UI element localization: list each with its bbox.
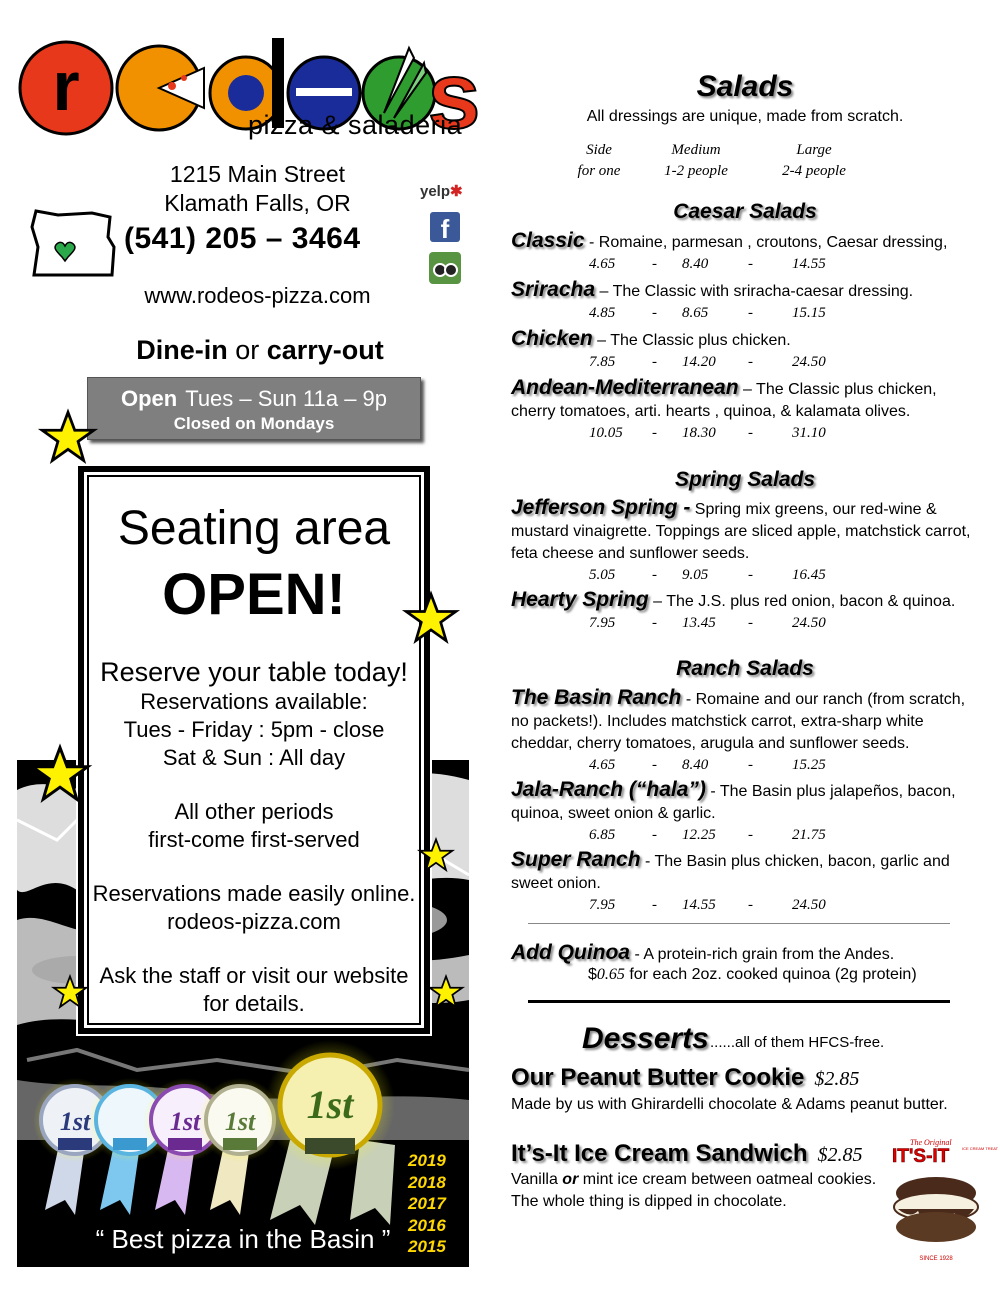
price-side: 4.65 — [589, 757, 616, 773]
category-ranch: Ranch Salads — [676, 657, 814, 680]
carry-out-label: carry-out — [266, 335, 384, 365]
svg-text:1st: 1st — [59, 1107, 91, 1136]
seating-notice — [78, 466, 430, 1034]
price-large: 24.50 — [792, 615, 826, 631]
oregon-state-icon — [30, 207, 118, 279]
item-prices: 10.05 - 18.30 - 31.10 — [589, 425, 826, 441]
address-street: 1215 Main Street — [169, 161, 346, 187]
service-options — [80, 335, 440, 366]
item-prices: 4.65 - 8.40 - 14.55 — [589, 256, 826, 272]
size-medium — [652, 140, 740, 182]
addon-price-line: $0.65 for each 2oz. cooked quinoa (2g protein) — [588, 966, 917, 983]
item-name: Classic — [511, 229, 585, 252]
item-name: The Basin Ranch — [511, 686, 682, 709]
price-side: 7.85 — [589, 354, 616, 370]
award-year: 2016 — [408, 1215, 446, 1235]
open-hours: Tues – Sun 11a – 9p — [185, 386, 388, 411]
item-desc: The Basin plus chicken, bacon, garlic and sweet onion. — [511, 853, 950, 892]
online-link[interactable]: rodeos-pizza.com — [167, 909, 341, 934]
addon-desc: - A protein-rich grain from the Andes. — [630, 946, 895, 963]
item-prices: 7.95 - 14.55 - 24.50 — [589, 897, 826, 913]
star-icon — [40, 410, 96, 464]
item-name: Jefferson Spring - — [511, 496, 691, 519]
dessert-name: Our Peanut Butter Cookie — [511, 1064, 805, 1091]
yelp-icon[interactable]: yelp✱ — [420, 183, 463, 200]
details-line: Ask the staff or visit our website — [99, 963, 409, 988]
reservation-line: Reservations available: — [140, 689, 368, 714]
price-side: 6.85 — [589, 827, 616, 843]
size-name: Medium — [671, 142, 721, 158]
desserts-note: ......all of them HFCS-free. — [710, 1034, 885, 1051]
price-side: 4.85 — [589, 305, 616, 321]
award-year: 2019 — [408, 1151, 446, 1170]
price-medium: 12.25 — [682, 827, 716, 843]
item-prices: 6.85 - 12.25 - 21.75 — [589, 827, 826, 843]
item-desc: The Classic with sriracha-caesar dressing. — [612, 283, 914, 300]
hours-box — [87, 377, 421, 440]
price-large: 31.10 — [792, 425, 826, 441]
item-desc: Spring mix greens, our red-wine & mustard vinaigrette. Toppings are sliced apple, matchstick carrot, feta cheese and sunflower seeds. — [511, 501, 971, 562]
price-large: 24.50 — [792, 354, 826, 370]
svg-text:1st: 1st — [224, 1107, 256, 1136]
menu-item-classic: Classic - Romaine, parmesan , croutons, Caesar dressing, — [511, 229, 948, 252]
price-side: 7.95 — [589, 897, 616, 913]
dessert-peanut-butter-cookie — [511, 1064, 859, 1092]
itsit-logo-top: The Original — [910, 1138, 952, 1147]
add-quinoa — [511, 941, 971, 965]
dessert-desc: Made by us with Ghirardelli chocolate & Adams peanut butter. — [511, 1096, 948, 1113]
price-medium: 18.30 — [682, 425, 716, 441]
addon-price: 0.65 — [596, 966, 625, 983]
price-medium: 14.20 — [682, 354, 716, 370]
item-desc: The Basin plus jalapeños, bacon, quinoa, sweet onion & garlic. — [511, 783, 956, 822]
service-or: or — [227, 335, 267, 365]
item-desc: The Classic plus chicken. — [610, 332, 791, 349]
price-medium: 8.65 — [682, 305, 709, 321]
size-name: Side — [586, 142, 612, 158]
menu-item-hearty-spring: Hearty Spring – The J.S. plus red onion, bacon & quinoa. — [511, 588, 956, 611]
item-desc: Romaine, parmesan , croutons, Caesar dressing, — [598, 234, 948, 251]
itsit-logo-side: ICE CREAM TREAT — [962, 1146, 999, 1151]
svg-text:r: r — [52, 47, 80, 125]
price-medium: 8.40 — [682, 256, 709, 272]
size-side — [568, 140, 630, 182]
price-large: 21.75 — [792, 827, 826, 843]
item-name: Chicken — [511, 327, 593, 350]
star-icon — [404, 592, 458, 644]
price-large: 15.15 — [792, 305, 826, 321]
seating-title: Seating area — [117, 502, 391, 555]
price-medium: 14.55 — [682, 897, 716, 913]
itsit-logo-brand: IT'S-IT — [892, 1146, 950, 1167]
seating-status: OPEN! — [162, 562, 346, 627]
menu-item-chicken: Chicken – The Classic plus chicken. — [511, 327, 791, 350]
item-prices: 4.85 - 8.65 - 15.15 — [589, 305, 826, 321]
menu-item-jefferson-spring — [511, 497, 971, 565]
price-large: 14.55 — [792, 256, 826, 272]
salads-note: All dressings are unique, made from scratch. — [586, 108, 904, 125]
menu-item-sriracha: Sriracha – The Classic with sriracha-caesar dressing. — [511, 278, 914, 301]
award-year: 2017 — [408, 1194, 446, 1213]
best-pizza-quote: “ Best pizza in the Basin ” — [95, 1224, 391, 1254]
item-desc: The J.S. plus red onion, bacon & quinoa. — [666, 593, 956, 610]
size-desc: for one — [577, 163, 621, 179]
reservation-line: Sat & Sun : All day — [162, 745, 346, 770]
star-icon — [30, 745, 90, 803]
price-side: 5.05 — [589, 567, 616, 583]
walkin-line: All other periods — [174, 799, 334, 824]
logo-subtitle: pizza & saladeria — [248, 110, 463, 140]
social-links — [420, 182, 475, 284]
price-side: 10.05 — [589, 425, 623, 441]
reservation-line: Tues - Friday : 5pm - close — [123, 717, 385, 742]
reserve-heading: Reserve your table today! — [100, 657, 408, 687]
website-link[interactable]: www.rodeos-pizza.com — [144, 283, 371, 308]
itsit-logo — [890, 1135, 999, 1270]
details-line: for details. — [203, 991, 305, 1016]
addon-price-note: for each 2oz. cooked quinoa (2g protein) — [624, 966, 917, 983]
online-line: Reservations made easily online. — [92, 881, 416, 906]
open-label: Open — [120, 386, 178, 411]
divider — [528, 923, 950, 924]
award-medals — [20, 1030, 420, 1230]
svg-text:s: s — [427, 43, 481, 149]
divider-thick — [528, 1000, 950, 1003]
star-icon — [418, 838, 454, 872]
item-name: Andean-Mediterranean — [511, 376, 739, 399]
item-prices: 5.05 - 9.05 - 16.45 — [589, 567, 826, 583]
price-side: 7.95 — [589, 615, 616, 631]
menu-item-basin-ranch: The Basin Ranch - Romaine and our ranch (from scratch, no packets!). Includes matchstick carrot, extra-sharp white cheddar, cherry tomatoes, arugula and sunflower seeds. — [511, 686, 966, 752]
desserts-title: Desserts — [582, 1022, 709, 1055]
item-name: Hearty Spring — [511, 588, 649, 611]
tripadvisor-icon[interactable] — [429, 252, 461, 284]
size-desc: 1-2 people — [664, 163, 728, 179]
svg-text:1st: 1st — [169, 1107, 201, 1136]
item-name: Jala-Ranch (“hala”) — [511, 778, 706, 801]
item-name: Sriracha — [511, 278, 596, 301]
price-medium: 13.45 — [682, 615, 716, 631]
award-year: 2015 — [408, 1237, 446, 1256]
itsit-logo-since: SINCE 1928 — [919, 1256, 953, 1262]
size-name: Large — [796, 142, 832, 158]
award-year: 2018 — [408, 1172, 446, 1192]
addon-name: Add Quinoa — [511, 941, 630, 964]
svg-text:1st: 1st — [306, 1082, 354, 1127]
address — [120, 160, 395, 218]
dine-in-label: Dine-in — [136, 335, 228, 365]
star-icon — [52, 975, 88, 1009]
closed-notice: Closed on Mondays — [173, 414, 335, 433]
menu-item-super-ranch: Super Ranch - The Basin plus chicken, bacon, garlic and sweet onion. — [511, 848, 950, 892]
star-icon — [428, 975, 464, 1009]
category-spring: Spring Salads — [674, 468, 816, 491]
dessert-price: $2.85 — [814, 1068, 860, 1090]
facebook-icon[interactable]: f — [430, 212, 460, 242]
dessert-price: $2.85 — [817, 1144, 863, 1166]
menu-item-jala-ranch: Jala-Ranch (“hala”) - The Basin plus jalapeños, bacon, quinoa, sweet onion & garlic. — [511, 778, 956, 822]
dessert-desc: Vanilla or mint ice cream between oatmeal cookies. The whole thing is dipped in chocolate. — [511, 1171, 877, 1210]
item-prices: 7.85 - 14.20 - 24.50 — [589, 354, 826, 370]
menu-item-andean-mediterranean: Andean-Mediterranean – The Classic plus chicken, cherry tomatoes, arti. hearts , quinoa, & kalamata olives. — [511, 376, 937, 420]
dessert-itsit-sandwich — [511, 1140, 863, 1168]
price-side: 4.65 — [589, 256, 616, 272]
item-desc: The Classic plus chicken, cherry tomatoes, arti. hearts , quinoa, & kalamata olives. — [511, 381, 937, 420]
price-large: 15.25 — [792, 757, 826, 773]
address-city: Klamath Falls, OR — [164, 190, 351, 216]
salads-title: Salads — [696, 70, 794, 103]
item-name: Super Ranch — [511, 848, 641, 871]
item-prices: 4.65 - 8.40 - 15.25 — [589, 757, 826, 773]
size-large — [768, 140, 860, 182]
dessert-name: It’s-It Ice Cream Sandwich — [511, 1140, 808, 1167]
price-medium: 8.40 — [682, 757, 709, 773]
price-large: 16.45 — [792, 567, 826, 583]
category-caesar: Caesar Salads — [673, 200, 817, 223]
item-desc: Romaine and our ranch (from scratch, no packets!). Includes matchstick carrot, extra-sharp white cheddar, cherry tomatoes, arugula and sunflower seeds. — [511, 691, 966, 752]
phone-number[interactable]: (541) 205 – 3464 — [124, 222, 361, 255]
size-desc: 2-4 people — [782, 163, 846, 179]
price-large: 24.50 — [792, 897, 826, 913]
price-medium: 9.05 — [682, 567, 709, 583]
item-prices: 7.95 - 13.45 - 24.50 — [589, 615, 826, 631]
walkin-line: first-come first-served — [148, 827, 360, 852]
